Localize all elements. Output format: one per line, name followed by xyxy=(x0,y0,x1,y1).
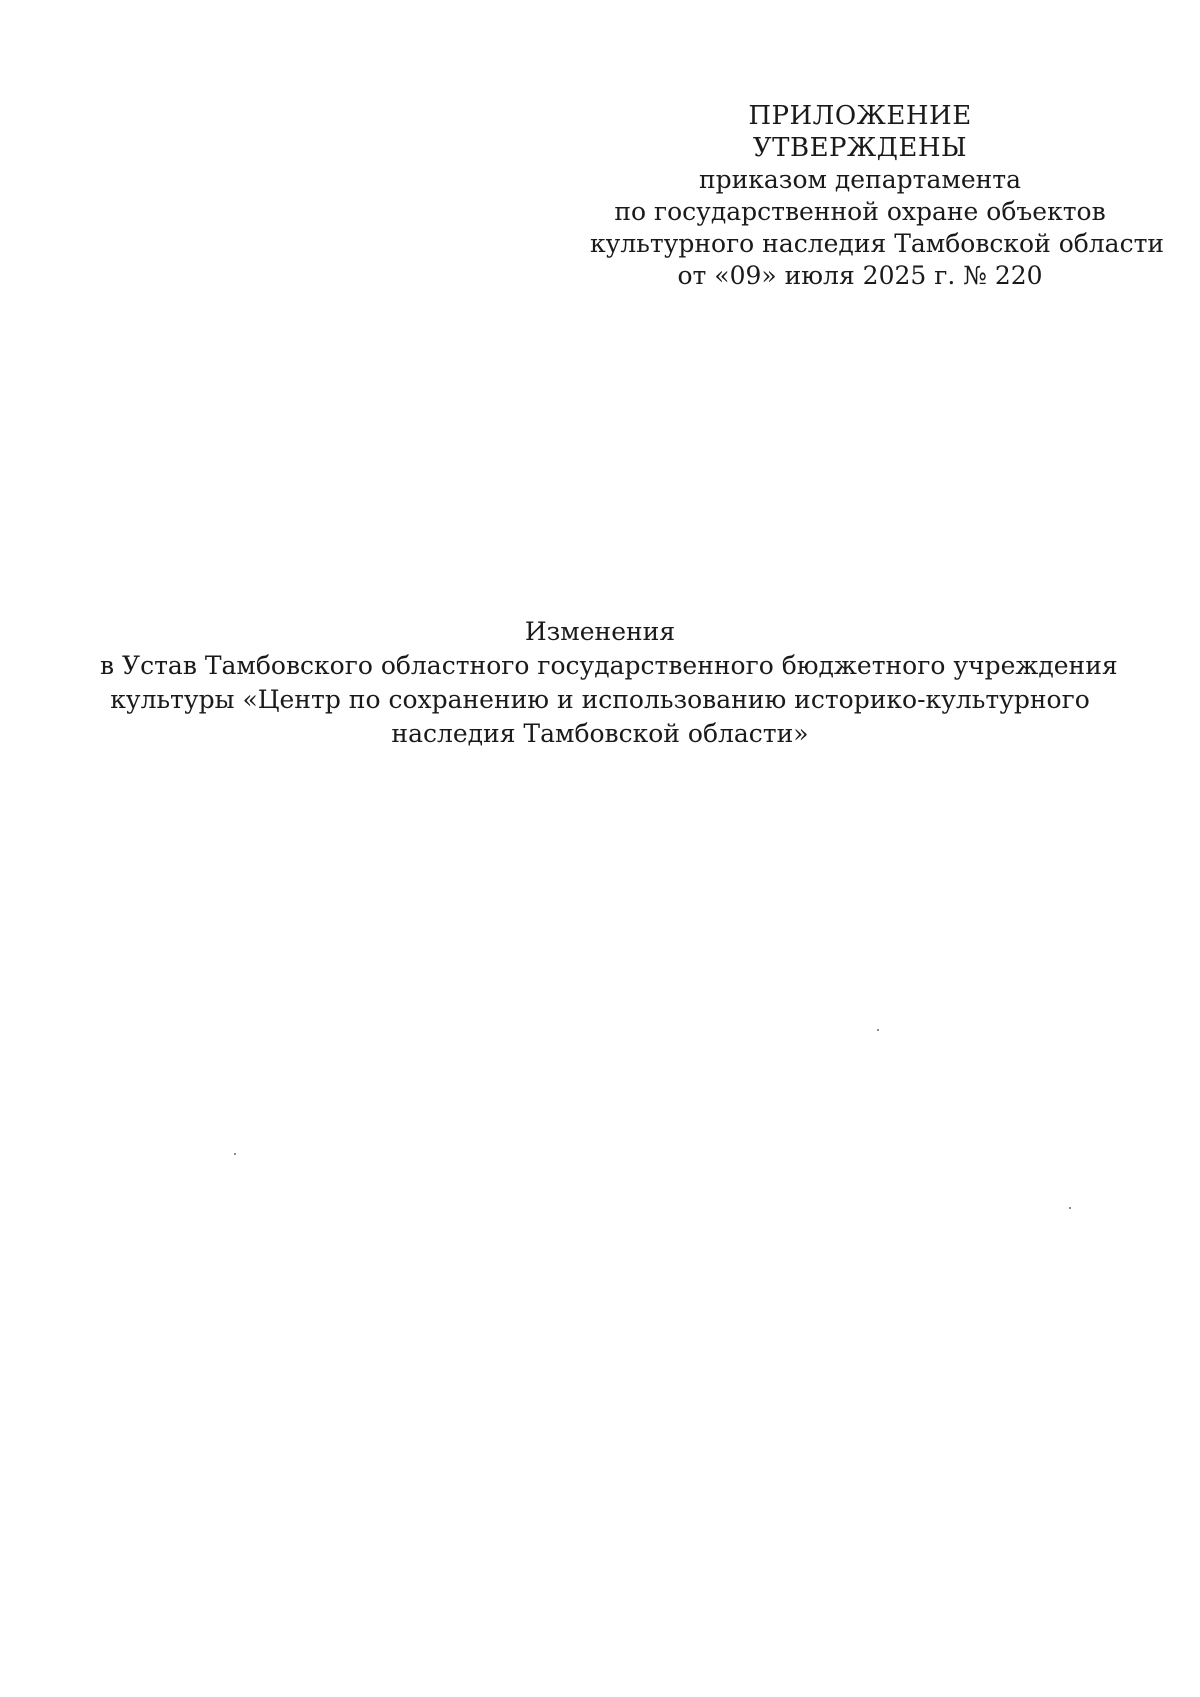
order-line: приказом департамента xyxy=(698,165,1022,194)
order-date-number: от «09» июля 2025 г. № 220 xyxy=(677,261,1043,290)
title-line-4: наследия Тамбовской области» xyxy=(391,719,809,748)
department-line: по государственной охране объектов xyxy=(614,197,1106,226)
scan-speck xyxy=(1069,1207,1071,1209)
approval-stamp-block xyxy=(590,100,1165,292)
title-line-3: культуры «Центр по сохранению и использованию историко-культурного xyxy=(110,685,1090,714)
scan-speck xyxy=(877,1029,879,1031)
title-line-2: в Устав Тамбовского областного государственного бюджетного учреждения xyxy=(100,651,1118,680)
appendix-label: ПРИЛОЖЕНИЕ xyxy=(748,101,972,131)
scan-speck xyxy=(234,1153,236,1155)
approved-label: УТВЕРЖДЕНЫ xyxy=(752,133,968,163)
title-heading: Изменения xyxy=(524,617,676,646)
document-title xyxy=(100,615,1118,751)
region-line: культурного наследия Тамбовской области xyxy=(590,229,1165,258)
